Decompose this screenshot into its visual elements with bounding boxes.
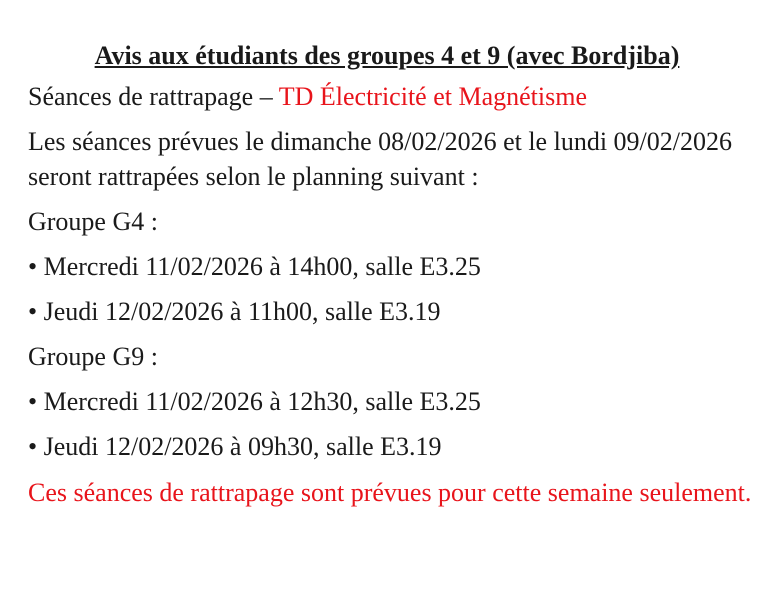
subtitle-prefix: Séances de rattrapage –	[28, 82, 279, 111]
notice	[28, 38, 758, 510]
group-label: Groupe G4 :	[28, 207, 158, 236]
schedule-slot: • Mercredi 11/02/2026 à 14h00, salle E3.25	[28, 252, 481, 281]
group-label: Groupe G9 :	[28, 342, 158, 371]
notice-title: Avis aux étudiants des groupes 4 et 9 (avec Bordjiba)	[94, 41, 680, 70]
course-name: TD Électricité et Magnétisme	[278, 82, 588, 111]
group-g9	[28, 339, 758, 464]
schedule-slot: • Jeudi 12/02/2026 à 09h30, salle E3.19	[28, 432, 442, 461]
group-g4	[28, 204, 758, 329]
intro-text: Les séances prévues le dimanche 08/02/2026 et le lundi 09/02/2026 seront rattrapées selon le planning suivant :	[28, 127, 732, 191]
closing-note: Ces séances de rattrapage sont prévues pour cette semaine seulement.	[28, 478, 752, 507]
schedule-slot: • Jeudi 12/02/2026 à 11h00, salle E3.19	[28, 297, 441, 326]
notice-subtitle	[28, 79, 758, 114]
schedule-slot: • Mercredi 11/02/2026 à 12h30, salle E3.25	[28, 387, 481, 416]
